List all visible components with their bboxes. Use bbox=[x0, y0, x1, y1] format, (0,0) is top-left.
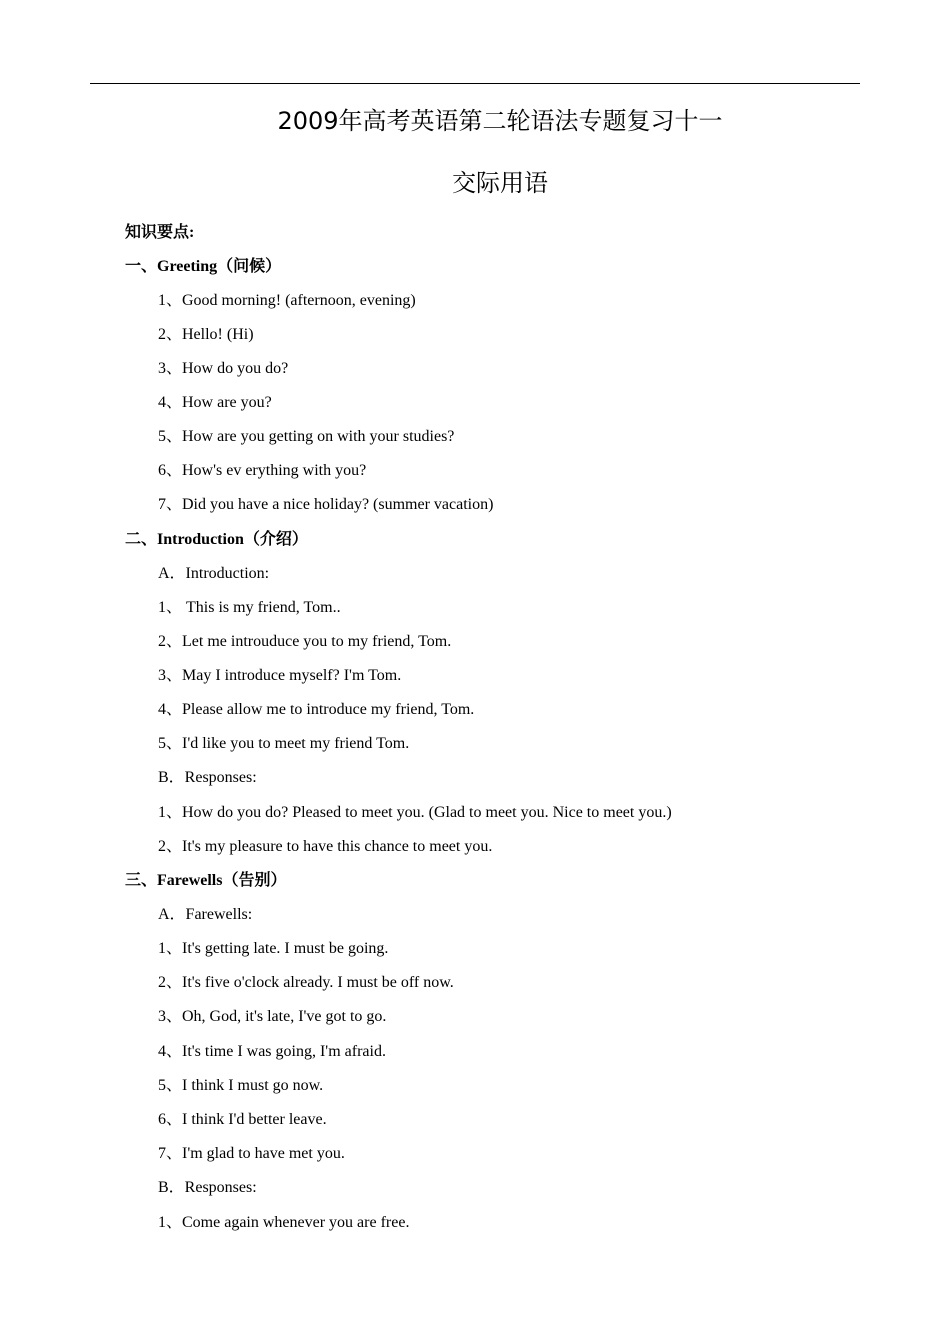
section-heading-farewells: 三、Farewells（告别） bbox=[125, 872, 287, 889]
list-item: 7、I'm glad to have met you. bbox=[158, 1145, 345, 1162]
key-points-label: 知识要点: bbox=[125, 224, 195, 241]
sub-heading: B．Responses: bbox=[158, 769, 257, 786]
list-item: 4、How are you? bbox=[158, 394, 272, 411]
document-title: 2009年高考英语第二轮语法专题复习十一 bbox=[277, 107, 723, 135]
list-item: 5、I'd like you to meet my friend Tom. bbox=[158, 735, 410, 752]
list-item: 5、How are you getting on with your studies? bbox=[158, 428, 455, 445]
list-item: 1、 This is my friend, Tom.. bbox=[158, 599, 341, 616]
list-item: 4、It's time I was going, I'm afraid. bbox=[158, 1043, 386, 1060]
list-item: 4、Please allow me to introduce my friend, Tom. bbox=[158, 701, 475, 718]
header-rule bbox=[90, 83, 860, 84]
section-heading-introduction: 二、Introduction（介绍） bbox=[125, 531, 308, 548]
list-item: 3、May I introduce myself? I'm Tom. bbox=[158, 667, 402, 684]
list-item: 7、Did you have a nice holiday? (summer vacation) bbox=[158, 496, 494, 513]
list-item: 3、How do you do? bbox=[158, 360, 289, 377]
section-heading-greeting: 一、Greeting（问候） bbox=[125, 258, 282, 275]
document-subtitle: 交际用语 bbox=[452, 169, 548, 197]
list-item: 2、It's my pleasure to have this chance to meet you. bbox=[158, 838, 493, 855]
list-item: 2、Let me introuduce you to my friend, Tom. bbox=[158, 633, 452, 650]
sub-heading: B．Responses: bbox=[158, 1179, 257, 1196]
list-item: 2、It's five o'clock already. I must be off now. bbox=[158, 974, 454, 991]
list-item: 1、How do you do? Pleased to meet you. (Glad to meet you. Nice to meet you.) bbox=[158, 804, 672, 821]
list-item: 1、Come again whenever you are free. bbox=[158, 1214, 410, 1231]
list-item: 3、Oh, God, it's late, I've got to go. bbox=[158, 1008, 387, 1025]
list-item: 6、I think I'd better leave. bbox=[158, 1111, 327, 1128]
sub-heading: A．Farewells: bbox=[158, 906, 253, 923]
list-item: 1、It's getting late. I must be going. bbox=[158, 940, 389, 957]
list-item: 5、I think I must go now. bbox=[158, 1077, 324, 1094]
list-item: 2、Hello! (Hi) bbox=[158, 326, 254, 343]
list-item: 1、Good morning! (afternoon, evening) bbox=[158, 292, 416, 309]
sub-heading: A．Introduction: bbox=[158, 565, 270, 582]
list-item: 6、How's ev erything with you? bbox=[158, 462, 367, 479]
